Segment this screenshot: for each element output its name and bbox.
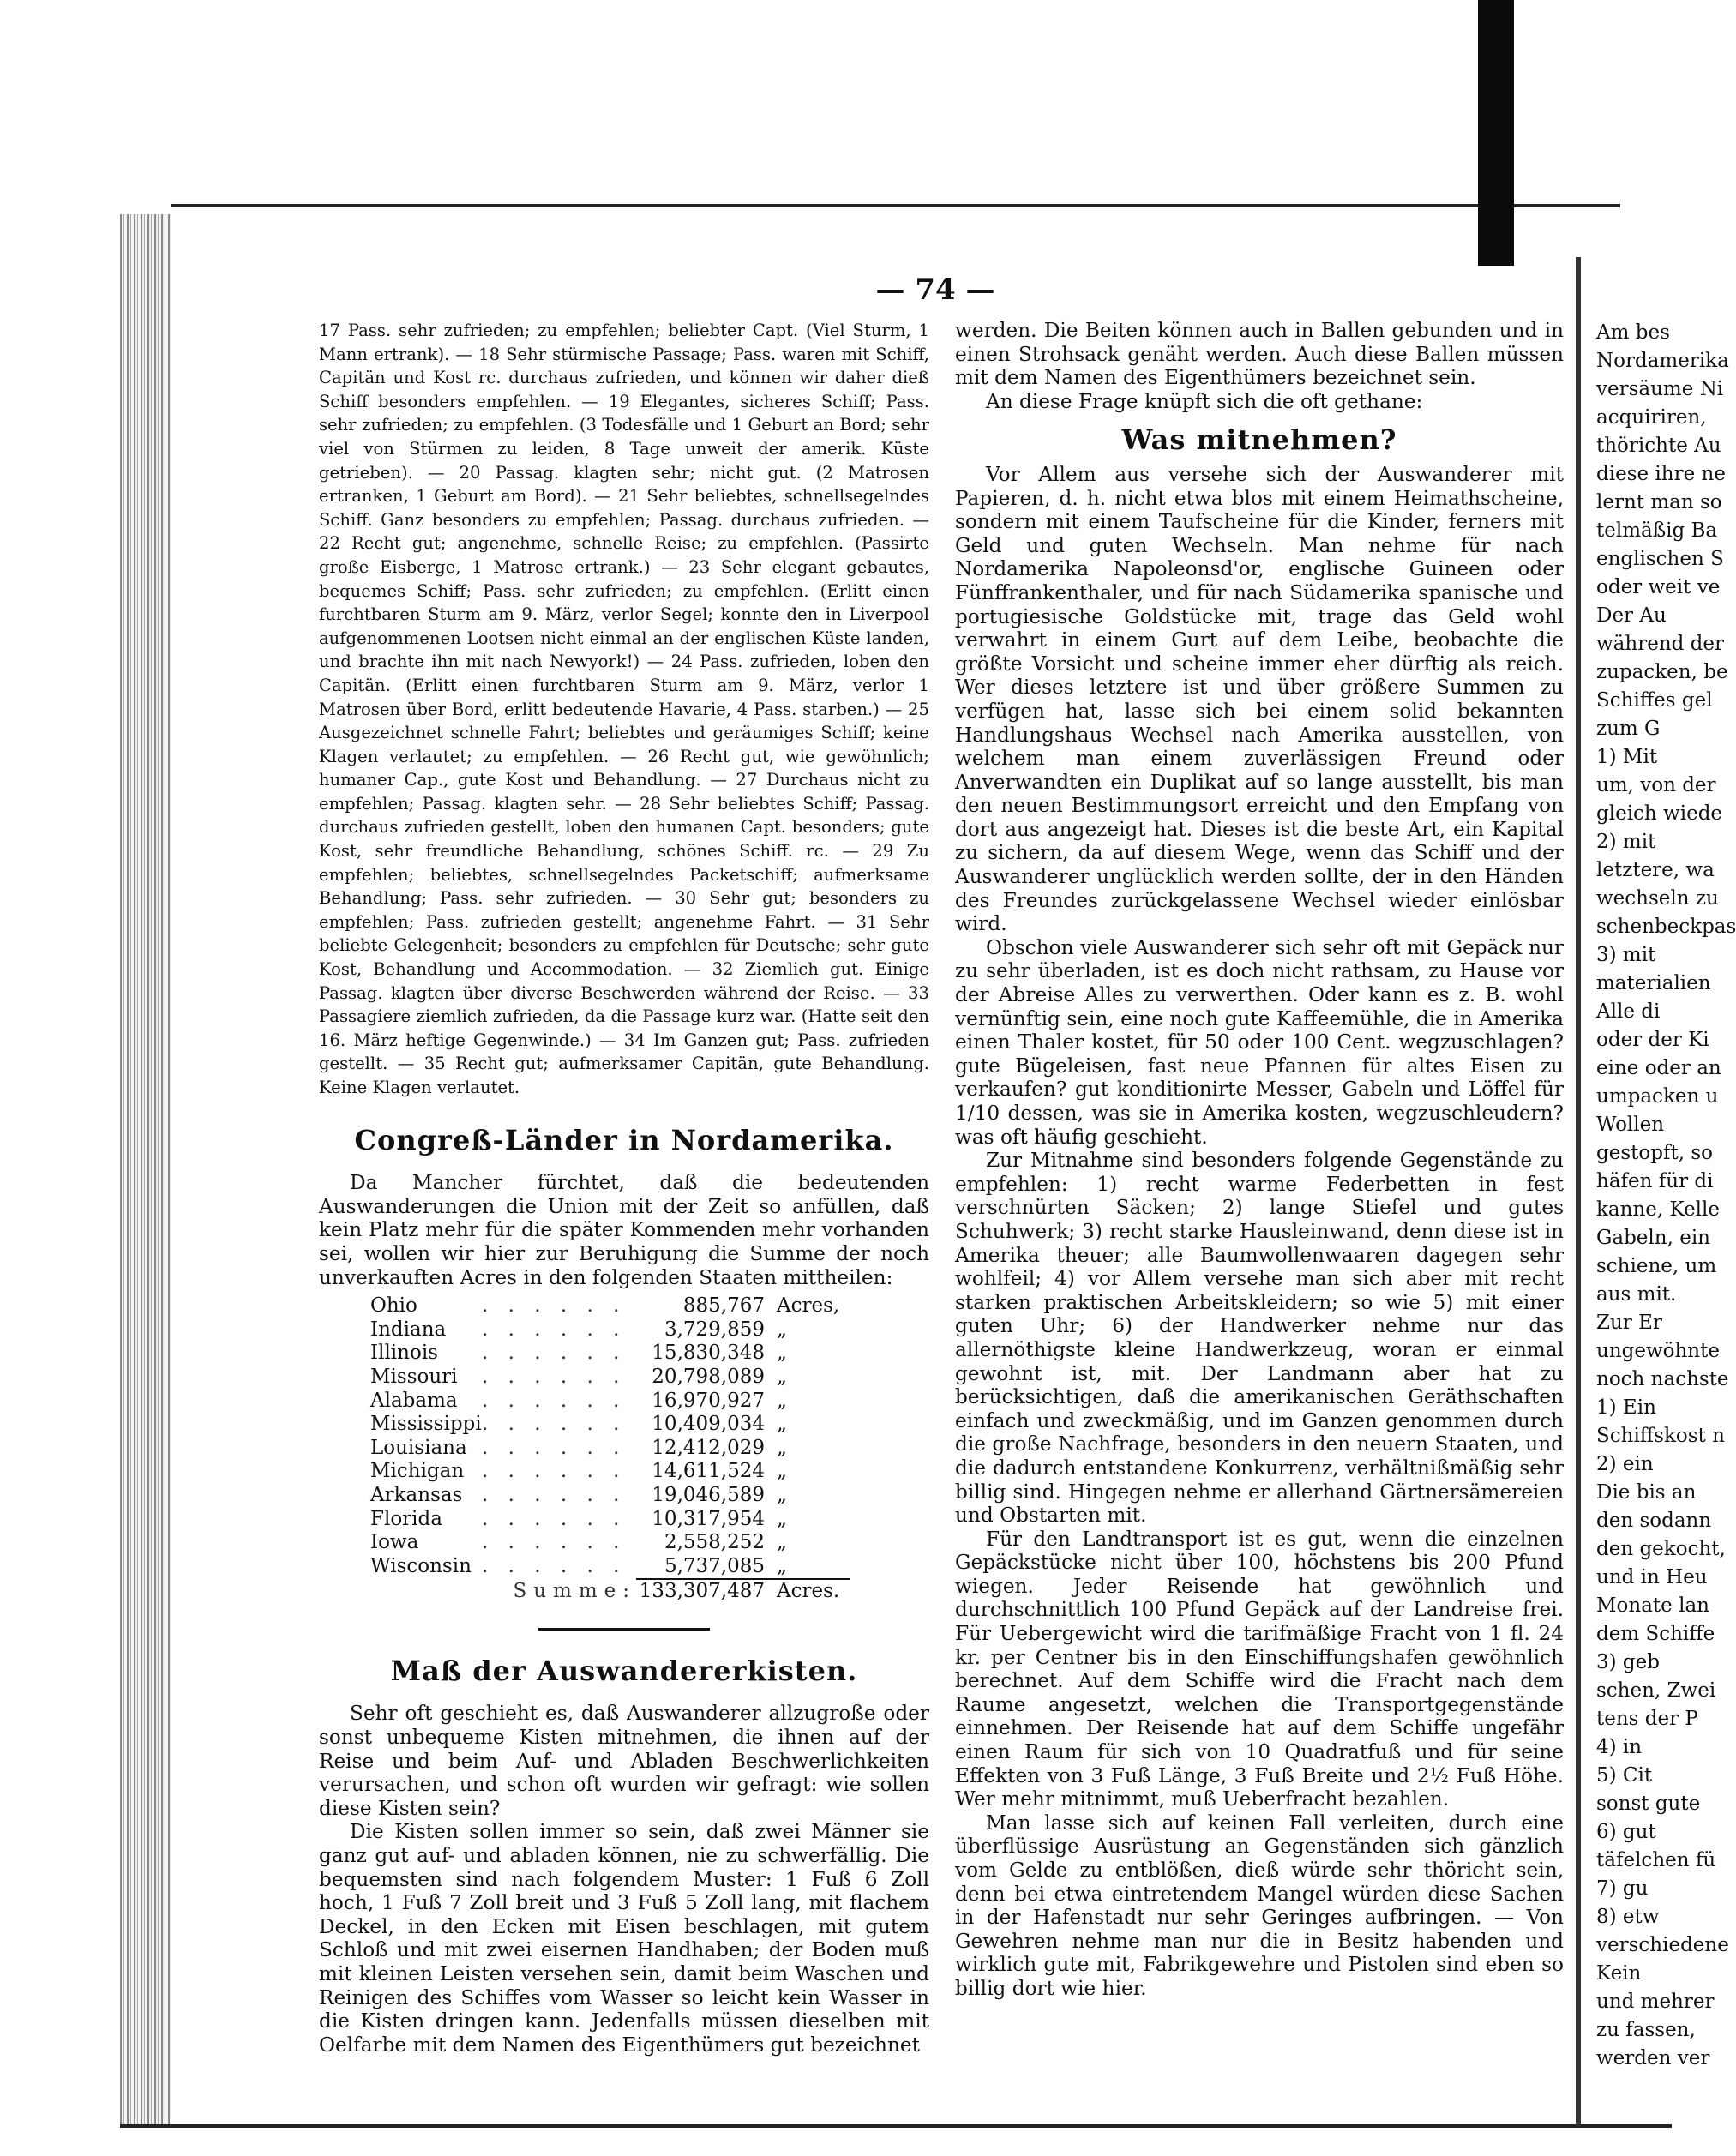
right-fragment-line: wechseln zu <box>1596 887 1719 910</box>
right-fragment-line: werden ver <box>1596 2047 1710 2069</box>
right-fragment-line: umpacken u <box>1596 1085 1719 1108</box>
state-row <box>370 1555 850 1580</box>
right-fragment-line: 7) gu <box>1596 1877 1649 1900</box>
right-fragment-line: acquiriren, <box>1596 406 1707 429</box>
sum-label: Summe: <box>513 1579 636 1602</box>
state-name: Mississippi <box>370 1413 482 1436</box>
right-fragment-line: 6) gut <box>1596 1821 1656 1843</box>
state-acres: 19,046,589 <box>652 1483 765 1506</box>
state-unit: „ <box>777 1507 787 1530</box>
sum-row <box>370 1579 850 1604</box>
right-fragment-line: tens der P <box>1596 1708 1698 1730</box>
right-fragment-line: letztere, wa <box>1596 859 1715 881</box>
right-fragment-line: 2) ein <box>1596 1453 1654 1475</box>
right-fragment-line: Kein <box>1596 1962 1642 1985</box>
sum-value: 133,307,487 <box>636 1579 765 1604</box>
right-fragment-line: häfen für di <box>1596 1170 1714 1192</box>
right-fragment-line: schiene, um <box>1596 1255 1717 1277</box>
right-fragment-line: dem Schiffe <box>1596 1623 1715 1645</box>
right-fragment-line: englischen S <box>1596 548 1724 570</box>
state-row <box>370 1460 850 1484</box>
state-row <box>370 1531 850 1555</box>
heading-congress-lands: Congreß-Länder in Nordamerika. <box>354 1123 894 1156</box>
state-unit: Acres, <box>777 1294 840 1318</box>
right-fragment-line: ungewöhnte <box>1596 1340 1720 1362</box>
mid-paragraph-2: Obschon viele Auswanderer sich sehr oft mit Gepäck nur zu sehr überladen, ist es doch nicht rathsam, zu Hause vor der Abreise Alles zu verwerthen. Oder kann es z. B. wohl vernünftig sein, eine noch gute Kaffeemühle, die in Amerika einen Thaler kostet, für 50 oder 100 Cent. wegzuschlagen? gute Bügeleisen, fast neue Pfannen für altes Eisen zu verkaufen? gut konditionirte Messer, Gabeln und Löffel für 1/10 dessen, was sie in Amerika kosten, wegzuschleudern? was oft häufig geschieht. <box>955 935 1564 1149</box>
page-bottom-edge <box>120 2124 1672 2128</box>
right-fragment-line: oder weit ve <box>1596 576 1721 598</box>
state-name: Wisconsin <box>370 1555 472 1578</box>
state-unit: „ <box>777 1342 787 1365</box>
right-fragment-line: zum G <box>1596 718 1661 740</box>
state-unit: „ <box>777 1318 787 1341</box>
right-fragment-line: den gekocht, <box>1596 1538 1726 1560</box>
heading-chest-sizes: Maß der Auswandererkisten. <box>390 1654 858 1687</box>
right-fragment-line: schen, Zwei <box>1596 1679 1716 1702</box>
acres-table <box>370 1294 850 1604</box>
right-fragment-line: gleich wiede <box>1596 802 1723 825</box>
right-fragment-line: lernt man so <box>1596 491 1722 513</box>
right-fragment-line: und mehrer <box>1596 1991 1715 2013</box>
right-fragment-line: Zur Er <box>1596 1312 1662 1334</box>
right-column-cropped <box>1596 319 1736 2073</box>
middle-column <box>955 319 1564 2001</box>
state-name: Florida <box>370 1507 442 1530</box>
state-name: Illinois <box>370 1342 438 1365</box>
state-row <box>370 1342 850 1366</box>
right-fragment-line: zu fassen, <box>1596 2019 1696 2041</box>
state-acres: 15,830,348 <box>652 1342 765 1365</box>
state-acres: 3,729,859 <box>664 1318 765 1341</box>
right-fragment-line: oder der Ki <box>1596 1029 1709 1051</box>
state-acres: 10,409,034 <box>652 1413 765 1436</box>
state-acres: 12,412,029 <box>652 1436 765 1459</box>
state-unit: „ <box>777 1436 787 1459</box>
right-fragment-line: um, von der <box>1596 774 1716 796</box>
state-unit: „ <box>777 1531 787 1554</box>
state-unit: „ <box>777 1554 787 1577</box>
right-fragment-line: aus mit. <box>1596 1283 1677 1306</box>
state-unit: „ <box>777 1365 787 1388</box>
leader-dots: . . . . . . <box>482 1483 627 1506</box>
state-name: Michigan <box>370 1460 465 1483</box>
right-fragment-line: gestopft, so <box>1596 1142 1713 1164</box>
right-fragment-line: 3) mit <box>1596 944 1656 966</box>
right-fragment-line: Schiffskost n <box>1596 1425 1725 1447</box>
state-acres: 20,798,089 <box>652 1365 765 1388</box>
leader-dots: . . . . . . <box>482 1460 627 1483</box>
mid-paragraph-4: Für den Landtransport ist es gut, wenn die einzelnen Gepäckstücke nicht über 100, höchstens bis 200 Pfund wiegen. Jeder Reisende hat gewöhnlich und durchschnittlich 100 Pfund Gepäck auf der Landreise frei. Für Uebergewicht wird die tarifmäßige Fracht von 1 fl. 24 kr. per Centner bis in den Einschiffungshafen gewöhnlich berechnet. Auf dem Schiffe wird die Fracht nach dem Raume angesetzt, welchen die Transportgegenstände einnehmen. Der Reisende hat auf dem Schiffe ungefähr einen Raum für sich von 10 Quadratfuß und für seine Effekten von 3 Fuß Länge, 3 Fuß Breite und 2½ Fuß Höhe. Wer mehr mitnimmt, muß Ueberfracht bezahlen. <box>955 1527 1564 1811</box>
state-acres: 14,611,524 <box>652 1460 765 1483</box>
book-spine <box>120 214 171 2126</box>
right-fragment-line: 8) etw <box>1596 1906 1660 1928</box>
right-fragment-line: eine oder an <box>1596 1057 1721 1079</box>
page-top-edge <box>171 204 1620 207</box>
left-column <box>319 319 929 2057</box>
state-acres: 2,558,252 <box>664 1531 765 1554</box>
leader-dots: . . . . . . <box>482 1507 627 1530</box>
right-fragment-line: sonst gute <box>1596 1793 1701 1815</box>
mid-paragraph-0: werden. Die Beiten können auch in Ballen gebunden und in einen Strohsack genäht werden. Auch diese Ballen müssen mit dem Namen des Eigenthümers bezeichnet sein. <box>955 319 1564 390</box>
right-fragment-line: 3) geb <box>1596 1651 1660 1673</box>
state-name: Alabama <box>370 1389 458 1412</box>
state-row <box>370 1413 850 1437</box>
leader-dots: . . . . . . <box>482 1555 627 1578</box>
leader-dots: . . . . . . <box>482 1436 627 1459</box>
right-fragment-line: den sodann <box>1596 1510 1712 1532</box>
dark-margin-bar <box>1478 0 1514 266</box>
state-name: Indiana <box>370 1318 447 1341</box>
leader-dots: . . . . . . <box>482 1389 627 1412</box>
right-fragment-line: verschiedene <box>1596 1934 1729 1956</box>
leader-dots: . . . . . . <box>482 1342 627 1365</box>
page-number: — 74 — <box>875 273 995 307</box>
right-fragment-line: 2) mit <box>1596 831 1656 853</box>
section-divider <box>538 1628 710 1631</box>
right-fragment-line: Schiffes gel <box>1596 689 1713 712</box>
right-fragment-line: während der <box>1596 633 1724 655</box>
mid-paragraph-3: Zur Mitnahme sind besonders folgende Gegenstände zu empfehlen: 1) recht warme Federbetten in fest verschnürten Säcken; 2) lange Stiefel und gutes Schuhwerk; 3) recht starke Hausleinwand, denn diese ist in Amerika theuer; alle Baumwollenwaaren dagegen sehr wohlfeil; 4) vor Allem versehe man sich aber mit recht starken praktischen Arbeitskleidern; so wie 5) mit einer guten Uhr; 6) der Handwerker nehme nur das allernöthigste kleine Handwerkzeug, woran er einmal gewohnt ist, mit. Der Landmann aber hat zu berücksichtigen, daß die amerikanischen Geräthschaften einfach und zweckmäßig, und im Ganzen genommen durch die große Nachfrage, besonders in den neuern Staaten, und die dadurch entstandene Konkurrenz, verhältnißmäßig sehr billig sind. Hingegen nehme er allerhand Gärtnersämereien und Obstarten mit. <box>955 1149 1564 1528</box>
state-row <box>370 1508 850 1532</box>
leader-dots: . . . . . . <box>482 1318 627 1341</box>
state-row <box>370 1484 850 1508</box>
congress-intro: Da Mancher fürchtet, daß die bedeutenden Auswanderungen die Union mit der Zeit so anfüllen, daß kein Platz mehr für die später Kommenden mehr vorhanden sei, wollen wir hier zur Beruhigung die Summe der noch unverkauften Acres in den folgenden Staaten mittheilen: <box>319 1171 929 1289</box>
state-unit: „ <box>777 1389 787 1412</box>
state-name: Louisiana <box>370 1436 467 1459</box>
chest-paragraph-2: Die Kisten sollen immer so sein, daß zwei Männer sie ganz gut auf- und abladen können, nie zu schwerfällig. Die bequemsten sind nach folgendem Muster: 1 Fuß 6 Zoll hoch, 1 Fuß 7 Zoll breit und 3 Fuß 5 Zoll lang, mit flachem Deckel, in den Ecken mit Eisen beschlagen, mit gutem Schloß und mit zwei eisernen Handhaben; der Boden muß mit kleinen Leisten versehen sein, damit beim Waschen und Reinigen des Schiffes vom Wasser so leicht kein Wasser in die Kisten dringen kann. Jedenfalls müssen dieselben mit Oelfarbe mit dem Namen des Eigenthümers gut bezeichnet <box>319 1820 929 2057</box>
state-row <box>370 1294 850 1318</box>
right-fragment-line: 1) Mit <box>1596 746 1658 768</box>
sum-unit: Acres. <box>765 1579 850 1604</box>
leader-dots: . . . . . . <box>482 1365 627 1388</box>
right-fragment-line: Nordamerika <box>1596 350 1729 372</box>
state-name: Arkansas <box>370 1483 463 1506</box>
right-fragment-line: versäume Ni <box>1596 378 1724 400</box>
right-fragment-line: Gabeln, ein <box>1596 1227 1710 1249</box>
leader-dots: . . . . . . <box>482 1294 627 1318</box>
state-row <box>370 1318 850 1342</box>
right-fragment-line: 1) Ein <box>1596 1396 1656 1419</box>
right-fragment-line: schenbeckpas <box>1596 916 1736 938</box>
state-acres: 5,737,085 <box>664 1554 765 1577</box>
ship-notes: 17 Pass. sehr zufrieden; zu empfehlen; beliebter Capt. (Viel Sturm, 1 Mann ertrank). — 18 Sehr stürmische Passage; Pass. waren mit Schiff, Capitän und Kost rc. durchaus zufrieden, und können wir daher dieß Schiff besonders empfehlen. — 19 Elegantes, sicheres Schiff; Pass. sehr zufrieden; zu empfehlen. (3 Todesfälle und 1 Geburt an Bord; sehr viel von Stürmen zu leiden, 8 Tage unweit der amerik. Küste getrieben). — 20 Passag. klagten sehr; nicht gut. (2 Matrosen ertranken, 1 Geburt am Bord). — 21 Sehr beliebtes, schnellsegelndes Schiff. Ganz besonders zu empfehlen; Passag. durchaus zufrieden. — 22 Recht gut; angenehme, schnelle Reise; zu empfehlen. (Passirte große Eisberge, 1 Matrose ertrank.) — 23 Sehr elegant gebautes, bequemes Schiff; Pass. sehr zufrieden; zu empfehlen. (Erlitt einen furchtbaren Sturm am 9. März, verlor Segel; konnte den in Liverpool aufgenommenen Lootsen nicht einmal an der englischen Küste landen, und brachte ihn mit nach Newyork!) — 24 Pass. zufrieden, loben den Capitän. (Erlitt einen furchtbaren Sturm am 9. März, verlor 1 Matrosen über Bord, erlitt bedeutende Havarie, 4 Pass. starben.) — 25 Ausgezeichnet schnelle Fahrt; beliebtes und geräumiges Schiff; keine Klagen verlautet; zu empfehlen. — 26 Recht gut, wie gewöhnlich; humaner Cap., gute Kost und Behandlung. — 27 Durchaus nicht zu empfehlen; Passag. klagten sehr. — 28 Sehr beliebtes Schiff; Passag. durchaus zufrieden gestellt, loben den humanen Capt. besonders; gute Kost, sehr freundliche Behandlung, schönes Schiff. rc. — 29 Zu empfehlen; beliebtes, schnellsegelndes Packetschiff; aufmerksame Behandlung; Pass. sehr zufrieden. — 30 Sehr gut; besonders zu empfehlen; Pass. zufrieden gestellt; angenehme Fahrt. — 31 Sehr beliebte Gelegenheit; besonders zu empfehlen für Deutsche; sehr gute Kost, Behandlung und Accommodation. — 32 Ziemlich gut. Einige Passag. klagten über diverse Beschwerden während der Reise. — 33 Passagiere ziemlich zufrieden, da die Passage kurz war. (Hatte seit den 16. März heftige Gegenwinde.) — 34 Im Ganzen gut; Pass. zufrieden gestellt. — 35 Recht gut; aufmerksamer Capitän, gute Behandlung. Keine Klagen verlautet. <box>319 321 929 1097</box>
right-fragment-line: noch nachste <box>1596 1368 1729 1390</box>
state-acres: 10,317,954 <box>652 1507 765 1530</box>
right-fragment-line: Alle di <box>1596 1000 1661 1023</box>
right-fragment-line: 4) in <box>1596 1736 1643 1758</box>
mid-paragraph-1: Vor Allem aus versehe sich der Auswanderer mit Papieren, d. h. nicht etwa blos mit einem Heimathscheine, sondern mit einem Taufscheine für die Kinder, ferners mit Geld und guten Wechseln. Man nehme für nach Nordamerika Napoleonsd'or, englische Guineen oder Fünffrankenthaler, und für nach Südamerika spanische und portugiesische Goldstücke mit, trage das Geld wohl verwahrt in einem Gurt auf dem Leibe, beobachte die größte Vorsicht und scheine immer eher dürftig als reich. Wer dieses letztere ist und über größere Summen zu verfügen hat, lasse sich bei einem solid bekannten Handlungshaus Wechsel nach Amerika ausstellen, von welchem man einem zuverlässigen Freund oder Anverwandten ein Duplikat auf so lange ausstellt, bis man den neuen Bestimmungsort erreicht und den Empfang von dort aus angezeigt hat. Dieses ist die beste Art, ein Kapital zu sichern, da auf diesem Wege, wenn das Schiff und der Auswanderer unglücklich werden sollte, der in den Händen des Freundes zurückgelassene Wechsel wieder einlösbar wird. <box>955 462 1564 936</box>
state-name: Missouri <box>370 1365 458 1388</box>
state-unit: „ <box>777 1460 787 1483</box>
right-fragment-line: Die bis an <box>1596 1481 1697 1504</box>
state-row <box>370 1390 850 1414</box>
state-row <box>370 1437 850 1461</box>
right-fragment-line: und in Heu <box>1596 1566 1708 1588</box>
heading-what-to-take: Was mitnehmen? <box>1121 423 1397 457</box>
state-name: Iowa <box>370 1531 419 1554</box>
leader-dots: . . . . . . <box>482 1531 627 1554</box>
leader-dots: . . . . . . <box>482 1413 627 1436</box>
right-fragment-line: diese ihre ne <box>1596 463 1726 485</box>
right-fragment-line: täfelchen fü <box>1596 1849 1716 1871</box>
state-acres: 885,767 <box>682 1294 765 1318</box>
right-fragment-line: 5) Cit <box>1596 1764 1653 1787</box>
right-fragment-line: kanne, Kelle <box>1596 1198 1721 1221</box>
page-gutter <box>1576 257 1581 2126</box>
right-fragment-line: Der Au <box>1596 604 1667 627</box>
right-fragment-line: telmäßig Ba <box>1596 519 1718 542</box>
right-fragment-line: thörichte Au <box>1596 435 1721 457</box>
right-fragment-line: Am bes <box>1596 321 1670 344</box>
state-name: Ohio <box>370 1294 417 1318</box>
right-fragment-line: zupacken, be <box>1596 661 1728 683</box>
mid-paragraph-0b: An diese Frage knüpft sich die oft gethane: <box>986 389 1423 413</box>
mid-paragraph-5: Man lasse sich auf keinen Fall verleiten, durch eine überflüssige Ausrüstung an Gegenständen sich gänzlich vom Gelde zu entblößen, dieß würde sehr thöricht sein, denn bei etwa eintretendem Mangel würden diese Sachen in der Hafenstadt nur sehr Geringes aufbringen. — Von Gewehren nehme man nur die in Besitz habenden und wirklich gute mit, Fabrikgewehre und Pistolen sind eben so billig dort wie hier. <box>955 1811 1564 2000</box>
state-unit: „ <box>777 1483 787 1506</box>
right-fragment-line: Monate lan <box>1596 1594 1709 1617</box>
right-fragment-line: Wollen <box>1596 1114 1665 1136</box>
state-acres: 16,970,927 <box>652 1389 765 1412</box>
state-row <box>370 1366 850 1390</box>
chest-paragraph-1: Sehr oft geschieht es, daß Auswanderer allzugroße oder sonst unbequeme Kisten mitnehmen, die ihnen auf der Reise und beim Auf- und Abladen Beschwerlichkeiten verursachen, und schon oft wurden wir gefragt: wie sollen diese Kisten sein? <box>319 1702 929 1820</box>
right-fragment-line: materialien <box>1596 972 1711 994</box>
state-unit: „ <box>777 1413 787 1436</box>
